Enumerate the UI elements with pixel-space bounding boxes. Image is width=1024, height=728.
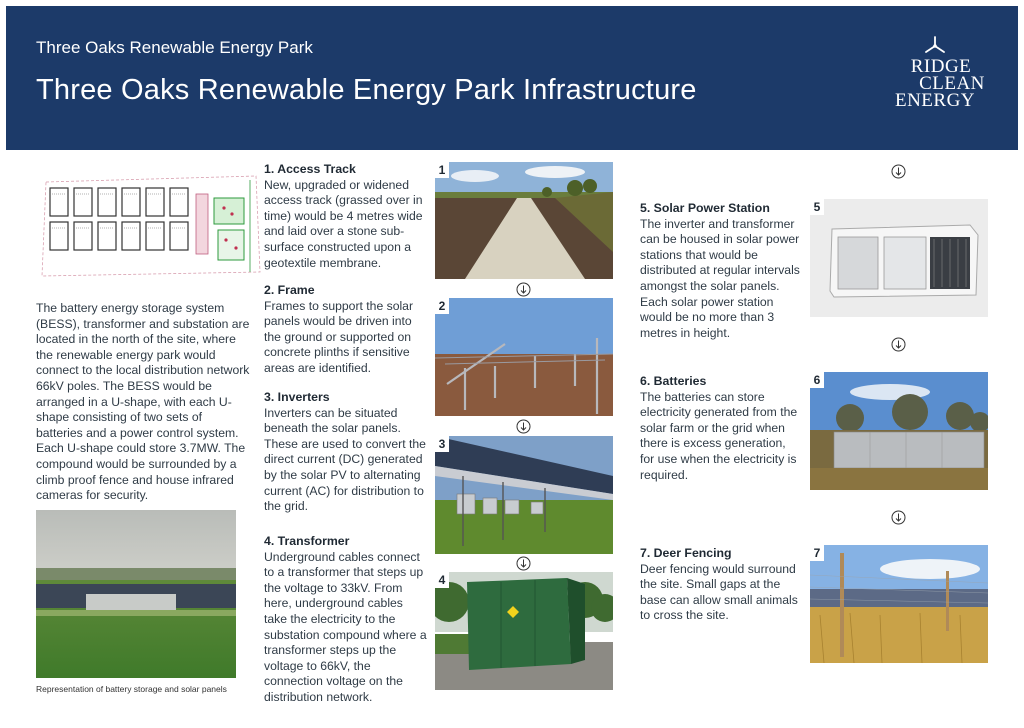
item-heading: 7. Deer Fencing	[640, 546, 732, 560]
item-text: The batteries can store electricity generated from the solar farm or the grid when there is excess generation, for use when the electricity is required.	[640, 389, 798, 482]
item-text: The inverter and transformer can be housed in solar power stations that would be distributed at regular intervals amongst the solar panels. Each solar power station would be no more than 3 metres in height.	[640, 216, 800, 340]
ridge-clean-energy-logo	[880, 36, 990, 120]
intro-text	[36, 301, 250, 504]
down-arrow-icon	[516, 282, 531, 297]
site-plan-diagram	[36, 172, 264, 282]
item-inverters	[264, 390, 428, 515]
photo-number: 6	[810, 372, 824, 388]
photo-number: 7	[810, 545, 824, 561]
header-subtitle: Three Oaks Renewable Energy Park	[36, 38, 313, 57]
down-arrow-icon	[891, 164, 906, 179]
transformer-photo	[435, 572, 613, 690]
item-text: New, upgraded or widened access track (grassed over in time) would be 4 metres wide and laid over a stone sub-surface constructed upon a geotextile membrane.	[264, 177, 423, 270]
item-text: Deer fencing would surround the site. Small gaps at the base can allow small animals to cross the site.	[640, 561, 798, 623]
photo-caption: Representation of battery storage and solar panels	[36, 684, 227, 694]
header-banner	[6, 6, 1018, 150]
battery-storage-photo	[36, 510, 236, 678]
item-text: Frames to support the solar panels would be driven into the ground or supported on concrete plinths if sensitive areas are identified.	[264, 298, 414, 375]
photo-number: 3	[435, 436, 449, 452]
item-heading: 3. Inverters	[264, 390, 330, 404]
inverters-photo	[435, 436, 613, 554]
item-deer-fencing	[640, 546, 802, 624]
access-track-photo	[435, 162, 613, 279]
item-solar-power-station	[640, 201, 802, 341]
item-batteries	[640, 374, 802, 483]
logo-line-2: CLEAN	[919, 73, 985, 94]
item-heading: 6. Batteries	[640, 374, 707, 388]
wind-turbine-icon	[922, 36, 948, 54]
photo-number: 1	[435, 162, 449, 178]
item-heading: 2. Frame	[264, 283, 315, 297]
down-arrow-icon	[891, 337, 906, 352]
item-text: Inverters can be situated beneath the solar panels. These are used to convert the direct current (DC) generated by the solar PV to alternating current (AC) for distribution to the grid.	[264, 405, 426, 514]
item-text: Underground cables connect to a transformer that steps up the voltage to 33kV. From here, underground cables take the electricity to the substation compound where a transformer steps up the voltage to 66kV, the connection voltage on the distribution network.	[264, 549, 427, 704]
item-transformer	[264, 534, 428, 706]
batteries-photo	[810, 372, 988, 490]
down-arrow-icon	[516, 419, 531, 434]
item-heading: 1. Access Track	[264, 162, 356, 176]
down-arrow-icon	[891, 510, 906, 525]
item-frame	[264, 283, 428, 377]
page-title: Three Oaks Renewable Energy Park Infrastructure	[36, 74, 697, 106]
photo-number: 4	[435, 572, 449, 588]
logo-line-1: RIDGE	[910, 56, 972, 77]
deer-fencing-photo	[810, 545, 988, 663]
intro-paragraph: The battery energy storage system (BESS), transformer and substation are located in the north of the site, where the renewable energy park would connect to the local distribution network 66kV poles. The BESS would be arranged in a U-shape, with each U-shape consisting of two sets of batteries and a power control system. Each U-shape could store 3.7MW. The compound would be surrounded by a climb proof fence and house infrared cameras for security.	[36, 301, 250, 503]
logo-line-3: ENERGY	[894, 90, 976, 111]
frame-photo	[435, 298, 613, 416]
item-heading: 4. Transformer	[264, 534, 350, 548]
photo-number: 5	[810, 199, 824, 215]
item-access-track	[264, 162, 428, 271]
solar-power-station-photo	[810, 199, 988, 317]
down-arrow-icon	[516, 556, 531, 571]
item-heading: 5. Solar Power Station	[640, 201, 770, 215]
photo-number: 2	[435, 298, 449, 314]
